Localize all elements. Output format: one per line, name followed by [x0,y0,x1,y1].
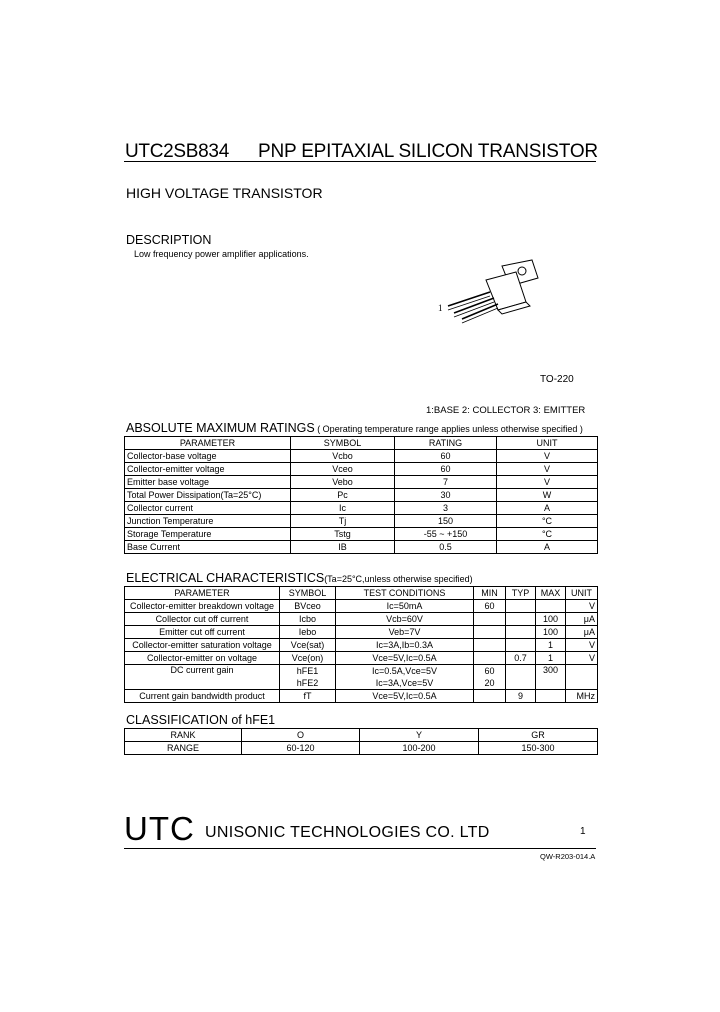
min-cell [474,626,506,639]
abs-max-table [124,436,598,554]
parameter-cell: Emitter cut off current [125,626,280,639]
rating-cell: 60 [395,463,497,476]
table-row [125,626,598,639]
footer-rule [124,848,596,849]
parameter-cell: Collector current [125,502,291,515]
rank-label-cell: RANK [125,729,242,742]
rank-cell: O [242,729,360,742]
description-text: Low frequency power amplifier applications. [134,249,309,259]
unit-cell: V [497,476,598,489]
parameter-cell: Collector-emitter saturation voltage [125,639,280,652]
condition-cell: Ic=50mA [336,600,474,613]
range-label-cell: RANGE [125,742,242,755]
unit-cell: MHz [566,690,598,703]
parameter-cell: Junction Temperature [125,515,291,528]
typ-cell [506,665,536,690]
symbol-cell: Vce(on) [280,652,336,665]
symbol-cell: fT [280,690,336,703]
condition-cell: Vcb=60V [336,613,474,626]
rating-cell: 60 [395,450,497,463]
min-cell: 60 [474,665,506,678]
condition-cell: Ic=3A,Ib=0.3A [336,639,474,652]
parameter-cell: Base Current [125,541,291,554]
package-name: TO-220 [540,374,574,385]
min-cell [474,613,506,626]
max-cell: 100 [536,626,566,639]
typ-cell [506,639,536,652]
table-row-gain [125,665,598,678]
rank-cell: GR [479,729,598,742]
header-unit-cell: UNIT [497,437,598,450]
symbol-cell: Iebo [280,626,336,639]
table-row [125,639,598,652]
parameter-cell: Collector cut off current [125,613,280,626]
symbol-cell: Vebo [291,476,395,489]
table-row [125,613,598,626]
rank-cell: Y [360,729,479,742]
table-row [125,476,598,489]
symbol-cell: Icbo [280,613,336,626]
unit-cell [566,665,598,690]
document-code: QW-R203-014.A [540,852,596,861]
max-cell: 1 [536,639,566,652]
table-row [125,528,598,541]
condition-cell: Ic=0.5A,Vce=5V [336,665,474,678]
symbol-cell: Ic [291,502,395,515]
symbol-cell: Pc [291,489,395,502]
unit-cell: °C [497,515,598,528]
class-table [124,728,598,755]
header-parameter-cell: PARAMETER [125,587,280,600]
max-cell: 300 [536,665,566,690]
condition-cell: Vce=5V,Ic=0.5A [336,652,474,665]
header-symbol-cell: SYMBOL [291,437,395,450]
symbol-cell: Tstg [291,528,395,541]
table-header-row [125,437,598,450]
description-heading: DESCRIPTION [126,233,212,247]
range-cell: 150-300 [479,742,598,755]
parameter-cell: Storage Temperature [125,528,291,541]
parameter-cell: Collector-emitter on voltage [125,652,280,665]
max-cell: 1 [536,652,566,665]
table-row [125,463,598,476]
table-row [125,652,598,665]
header-symbol-cell: SYMBOL [280,587,336,600]
rating-cell: -55 ~ +150 [395,528,497,541]
table-row [125,515,598,528]
document-title: PNP EPITAXIAL SILICON TRANSISTOR [258,141,598,162]
symbol-cell: hFE1 [280,665,336,678]
parameter-cell: Collector-base voltage [125,450,291,463]
parameter-cell: Total Power Dissipation(Ta=25°C) [125,489,291,502]
condition-cell: Veb=7V [336,626,474,639]
range-row [125,742,598,755]
range-cell: 100-200 [360,742,479,755]
parameter-cell: Emitter base voltage [125,476,291,489]
rating-cell: 30 [395,489,497,502]
parameter-cell: Current gain bandwidth product [125,690,280,703]
rank-row [125,729,598,742]
symbol-cell: Vceo [291,463,395,476]
min-cell: 60 [474,600,506,613]
part-number: UTC2SB834 [125,141,229,162]
pin-assignment: 1:BASE 2: COLLECTOR 3: EMITTER [426,405,586,416]
unit-cell: V [497,463,598,476]
min-cell [474,639,506,652]
to220-package-icon [436,258,556,328]
subtitle: HIGH VOLTAGE TRANSISTOR [126,185,323,201]
table-row [125,450,598,463]
table-row [125,600,598,613]
utc-logo: UTC [124,810,195,847]
min-cell: 20 [474,677,506,690]
range-cell: 60-120 [242,742,360,755]
table-header-row [125,587,598,600]
header-max-cell: MAX [536,587,566,600]
header-rule [124,161,596,162]
table-row [125,690,598,703]
unit-cell: V [497,450,598,463]
unit-cell: A [497,502,598,515]
header-condition-cell: TEST CONDITIONS [336,587,474,600]
symbol-cell: Vce(sat) [280,639,336,652]
pin1-label: 1 [438,303,443,313]
parameter-cell: Collector-emitter voltage [125,463,291,476]
typ-cell: 9 [506,690,536,703]
elec-title: ELECTRICAL CHARACTERISTICS [126,571,325,585]
max-cell: 100 [536,613,566,626]
unit-cell: V [566,600,598,613]
min-cell [474,690,506,703]
symbol-cell: hFE2 [280,677,336,690]
symbol-cell: Tj [291,515,395,528]
symbol-cell: Vcbo [291,450,395,463]
min-cell [474,652,506,665]
unit-cell: °C [497,528,598,541]
unit-cell: μA [566,613,598,626]
elec-table [124,586,598,703]
header-min-cell: MIN [474,587,506,600]
max-cell [536,690,566,703]
header-rating-cell: RATING [395,437,497,450]
abs-max-title: ABSOLUTE MAXIMUM RATINGS [126,421,315,435]
parameter-cell: Collector-emitter breakdown voltage [125,600,280,613]
unit-cell: μA [566,626,598,639]
elec-heading [126,571,473,585]
elec-note: (Ta=25°C,unless otherwise specified) [324,574,473,584]
class-heading: CLASSIFICATION of hFE1 [126,713,276,727]
max-cell [536,600,566,613]
condition-cell: Ic=3A,Vce=5V [336,677,474,690]
table-row [125,489,598,502]
typ-cell [506,600,536,613]
header-unit-cell: UNIT [566,587,598,600]
abs-max-note: ( Operating temperature range applies unless otherwise specified ) [314,424,583,434]
table-row [125,541,598,554]
header-parameter-cell: PARAMETER [125,437,291,450]
symbol-cell: IB [291,541,395,554]
page-number: 1 [580,826,586,837]
company-name: UNISONIC TECHNOLOGIES CO. LTD [205,824,490,841]
unit-cell: V [566,652,598,665]
unit-cell: W [497,489,598,502]
rating-cell: 150 [395,515,497,528]
abs-max-heading [126,421,583,435]
symbol-cell: BVceo [280,600,336,613]
typ-cell [506,626,536,639]
rating-cell: 0.5 [395,541,497,554]
typ-cell [506,613,536,626]
rating-cell: 7 [395,476,497,489]
parameter-cell: DC current gain [125,665,280,690]
rating-cell: 3 [395,502,497,515]
header-typ-cell: TYP [506,587,536,600]
unit-cell: V [566,639,598,652]
typ-cell: 0.7 [506,652,536,665]
condition-cell: Vce=5V,Ic=0.5A [336,690,474,703]
unit-cell: A [497,541,598,554]
table-row [125,502,598,515]
